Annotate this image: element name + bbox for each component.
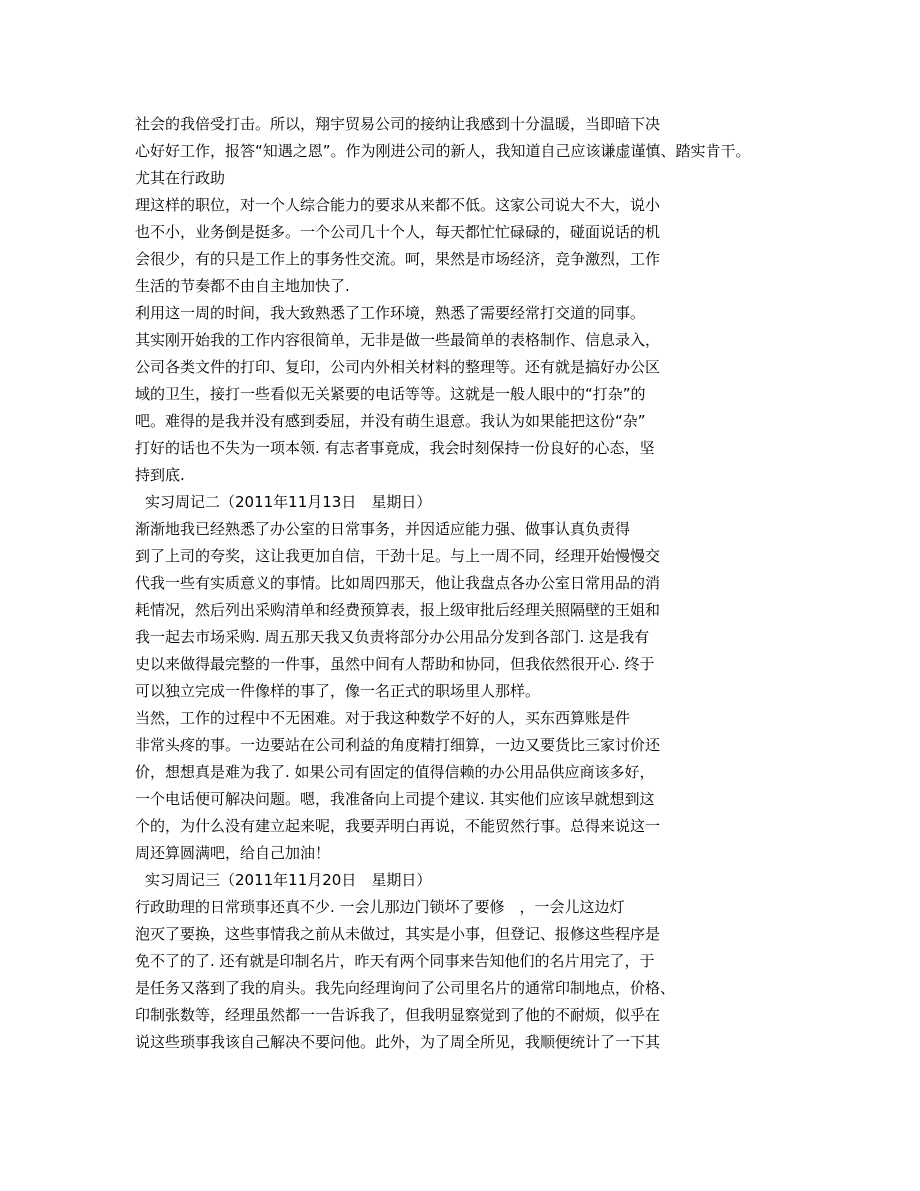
text-line: 印制张数等，经理虽然都一一告诉我了，但我明显察觉到了他的不耐烦，似乎在 (135, 1006, 661, 1024)
text-line: 是任务又落到了我的肩头。我先向经理询问了公司里名片的通常印制地点，价格、 (135, 979, 676, 997)
text-line: 一个电话便可解决问题。嗯，我准备向上司提个建议. 其实他们应该早就想到这 (135, 790, 655, 808)
section-heading: 实习周记二（2011年11月13日 星期日） (145, 493, 432, 511)
text-line: 尤其在行政助 (135, 169, 226, 187)
text-line: 打好的话也不失为一项本领. 有志者事竟成，我会时刻保持一份良好的心态，坚 (135, 439, 655, 457)
text-line: 个的，为什么没有建立起来呢，我要弄明白再说，不能贸然行事。总得来说这一 (135, 817, 661, 835)
text-line: 理这样的职位，对一个人综合能力的要求从来都不低。这家公司说大不大，说小 (135, 196, 661, 214)
text-line: 周还算圆满吧，给自己加油！ (135, 844, 331, 862)
text-line: 史以来做得最完整的一件事，虽然中间有人帮助和协同，但我依然很开心. 终于 (135, 655, 655, 673)
text-line: 渐渐地我已经熟悉了办公室的日常事务，并因适应能力强、做事认真负责得 (135, 520, 631, 538)
text-line: 耗情况，然后列出采购清单和经费预算表，报上级审批后经理关照隔壁的王姐和 (135, 601, 661, 619)
text-line: 其实刚开始我的工作内容很简单，无非是做一些最简单的表格制作、信息录入， (135, 331, 661, 349)
text-line: 说这些琐事我该自己解决不要问他。此外，为了周全所见，我顺便统计了一下其 (135, 1033, 661, 1051)
text-line: 持到底. (135, 466, 185, 484)
text-line: 行政助理的日常琐事还真不少. 一会儿那边门锁坏了要修 ，一会儿这边灯 (135, 898, 625, 916)
text-line: 到了上司的夸奖，这让我更加自信，干劲十足。与上一周不同，经理开始慢慢交 (135, 547, 661, 565)
text-line: 心好好工作，报答“知遇之恩”。作为刚进公司的新人，我知道自己应该谦虚谨慎、踏实肯干。 (135, 142, 751, 160)
text-line: 域的卫生，接打一些看似无关紧要的电话等等。这就是一般人眼中的“打杂”的 (135, 385, 646, 403)
text-line: 我一起去市场采购. 周五那天我又负责将部分办公用品分发到各部门. 这是我有 (135, 628, 650, 646)
text-line: 吧。难得的是我并没有感到委屈，并没有萌生退意。我认为如果能把这份“杂” (135, 412, 646, 430)
text-line: 社会的我倍受打击。所以，翔宇贸易公司的接纳让我感到十分温暖，当即暗下决 (135, 115, 661, 133)
text-line: 可以独立完成一件像样的事了，像一名正式的职场里人那样。 (135, 682, 541, 700)
text-line: 免不了的了. 还有就是印制名片，昨天有两个同事来告知他们的名片用完了，于 (135, 952, 655, 970)
text-line: 也不小，业务倒是挺多。一个公司几十个人，每天都忙忙碌碌的，碰面说话的机 (135, 223, 661, 241)
text-line: 利用这一周的时间，我大致熟悉了工作环境，熟悉了需要经常打交道的同事。 (135, 304, 646, 322)
text-line: 非常头疼的事。一边要站在公司利益的角度精打细算，一边又要货比三家讨价还 (135, 736, 661, 754)
text-line: 生活的节奏都不由自主地加快了. (135, 277, 350, 295)
text-line: 代我一些有实质意义的事情。比如周四那天，他让我盘点各办公室日常用品的消 (135, 574, 661, 592)
section-heading: 实习周记三（2011年11月20日 星期日） (145, 871, 432, 889)
text-line: 泡灭了要换，这些事情我之前从未做过，其实是小事，但登记、报修这些程序是 (135, 925, 661, 943)
text-line: 当然，工作的过程中不无困难。对于我这种数学不好的人，买东西算账是件 (135, 709, 631, 727)
text-line: 公司各类文件的打印、复印，公司内外相关材料的整理等。还有就是搞好办公区 (135, 358, 661, 376)
text-line: 价，想想真是难为我了. 如果公司有固定的值得信赖的办公用品供应商该多好， (135, 763, 655, 781)
text-line: 会很少，有的只是工作上的事务性交流。呵，果然是市场经济，竞争激烈，工作 (135, 250, 661, 268)
